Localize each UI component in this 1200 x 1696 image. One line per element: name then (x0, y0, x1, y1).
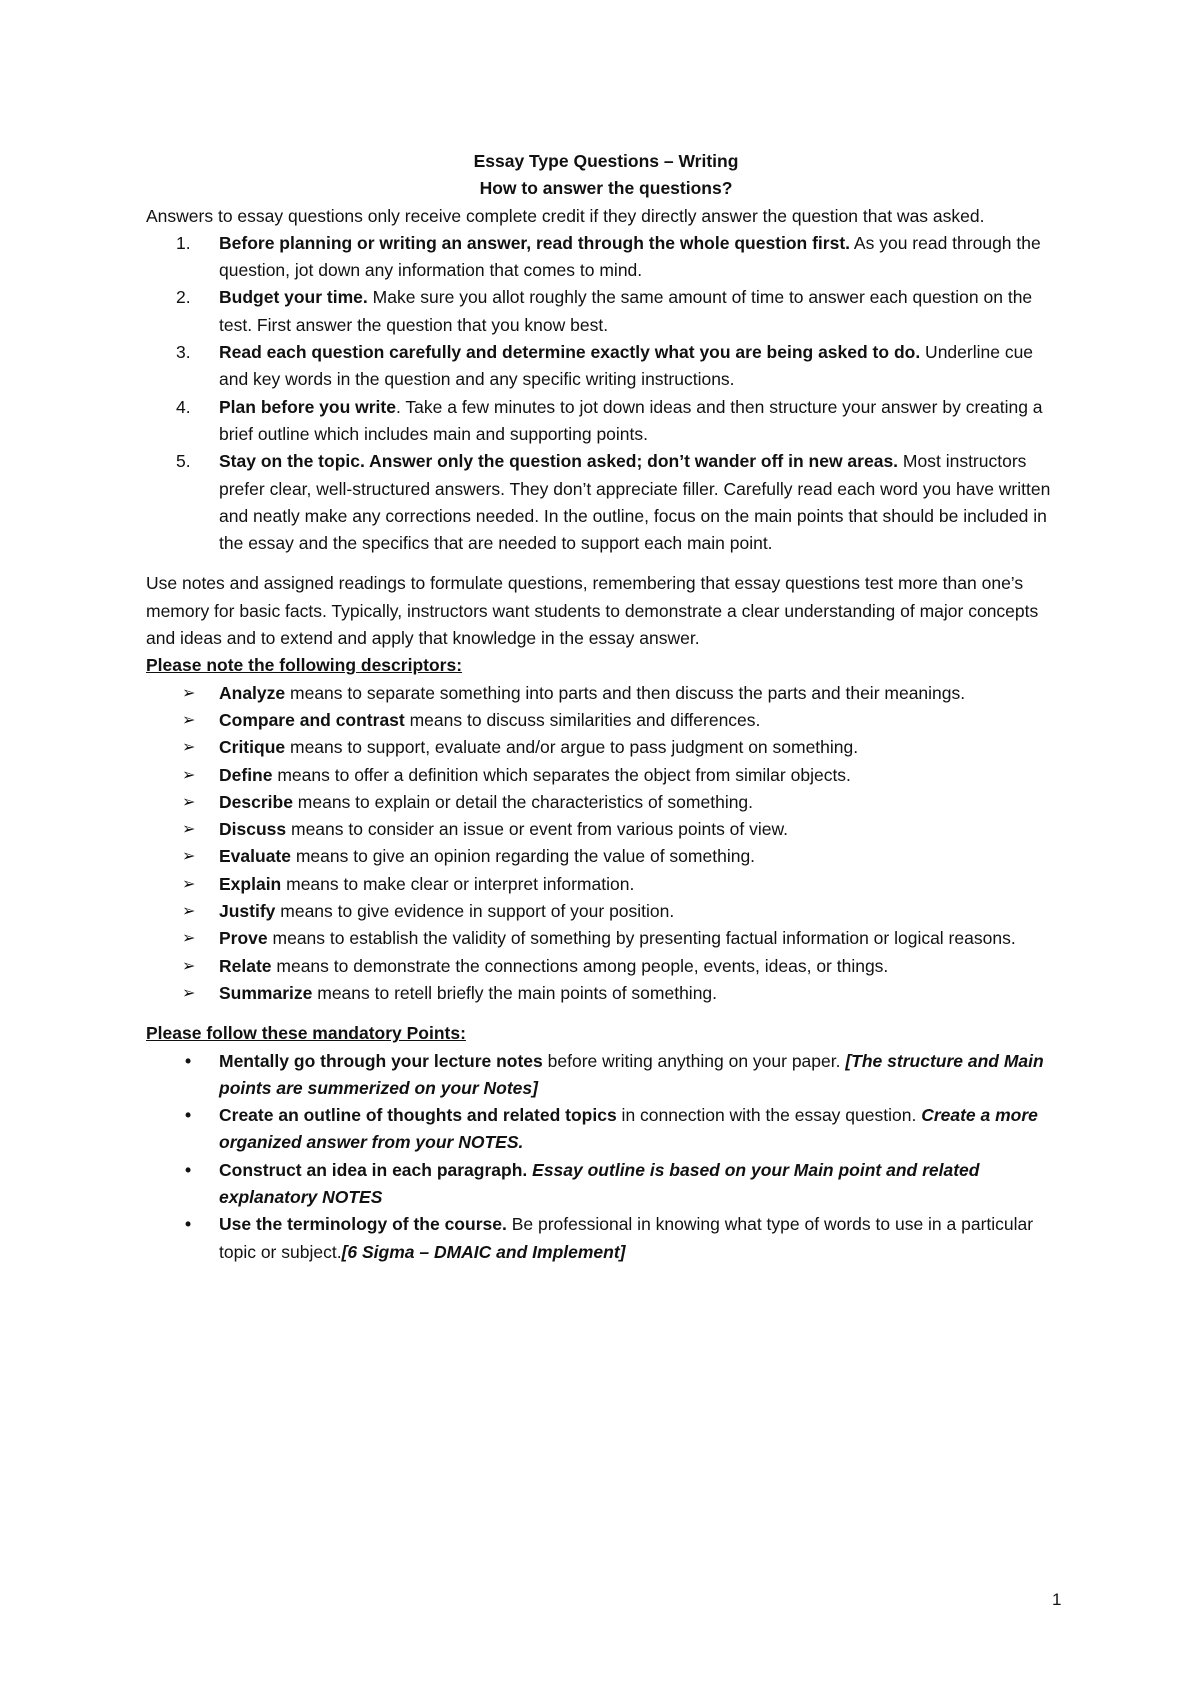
mandatory-note: Essay outline is based on your Main point and related explanatory NOTES (219, 1159, 980, 1207)
descriptor-item (146, 843, 1066, 870)
step-number: 4. (176, 396, 191, 417)
bullet-dot-icon: • (185, 1050, 192, 1071)
descriptor-text: means to establish the validity of something by presenting factual information or logical reasons. (267, 928, 1016, 949)
descriptor-term: Evaluate (219, 846, 291, 867)
bullet-dot-icon: • (185, 1159, 192, 1180)
step-number: 5. (176, 451, 191, 472)
descriptor-text: means to make clear or interpret information. (281, 873, 635, 894)
bullet-dot-icon: • (185, 1105, 192, 1126)
descriptor-text: means to retell briefly the main points of something. (312, 982, 718, 1003)
descriptor-item (146, 925, 1066, 952)
descriptor-item (146, 980, 1066, 1007)
step-item (146, 284, 1066, 339)
step-text: . Take a few minutes to jot down ideas and then structure your answer by creating a brief outline which includes main and supporting points. (219, 396, 1043, 444)
arrow-bullet-icon: ➢ (182, 684, 196, 702)
page-number: 1 (1052, 1590, 1062, 1609)
mandatory-note: [The structure and Main points are summerized on your Notes] (219, 1050, 1044, 1098)
arrow-bullet-icon: ➢ (182, 848, 196, 866)
step-number: 3. (176, 342, 191, 363)
descriptor-term: Define (219, 764, 273, 785)
step-lead: Plan before you write (219, 396, 396, 417)
mandatory-list (146, 1048, 1066, 1266)
mandatory-lead: Mentally go through your lecture notes (219, 1050, 543, 1071)
step-text: Make sure you allot roughly the same amount of time to answer each question on the test. First answer the question that you know best. (219, 287, 1033, 335)
page-content (146, 148, 1066, 1266)
descriptor-term: Discuss (219, 819, 287, 840)
descriptor-item (146, 871, 1066, 898)
arrow-bullet-icon: ➢ (182, 711, 196, 729)
descriptor-term: Describe (219, 791, 293, 812)
mandatory-text: in connection with the essay question. (616, 1105, 922, 1126)
descriptor-text: means to demonstrate the connections among people, events, ideas, or things. (271, 955, 889, 976)
descriptor-text: means to discuss similarities and differences. (404, 709, 761, 730)
mandatory-item (146, 1048, 1066, 1103)
descriptor-term: Compare and contrast (219, 709, 405, 730)
arrow-bullet-icon: ➢ (182, 793, 196, 811)
intro-paragraph: Answers to essay questions only receive complete credit if they directly answer the question that was asked. (146, 205, 985, 226)
mandatory-note: [6 Sigma – DMAIC and Implement] (341, 1241, 626, 1262)
descriptor-text: means to consider an issue or event from various points of view. (286, 819, 789, 840)
document-subtitle: How to answer the questions? (479, 178, 733, 199)
descriptor-term: Summarize (219, 982, 313, 1003)
descriptor-item (146, 680, 1066, 707)
arrow-bullet-icon: ➢ (182, 930, 196, 948)
descriptor-term: Critique (219, 737, 286, 758)
descriptor-item (146, 707, 1066, 734)
descriptor-text: means to offer a definition which separates the object from similar objects. (272, 764, 851, 785)
mandatory-text: before writing anything on your paper. (542, 1050, 846, 1071)
descriptor-text: means to give an opinion regarding the value of something. (290, 846, 756, 867)
step-number: 2. (176, 287, 191, 308)
descriptor-item (146, 789, 1066, 816)
descriptor-item (146, 762, 1066, 789)
step-number: 1. (176, 232, 191, 253)
step-text: Most instructors prefer clear, well-structured answers. They don’t appreciate filler. Carefully read each word you have written and neatly make any corrections needed. In the outline, focus on the main points that should be included in the essay and the specifics that are needed to support each main point. (219, 451, 1051, 554)
descriptor-item (146, 734, 1066, 761)
descriptor-text: means to support, evaluate and/or argue to pass judgment on something. (285, 737, 859, 758)
mandatory-text: Be professional in knowing what type of words to use in a particular topic or subject. (219, 1214, 1034, 1262)
bullet-dot-icon: • (185, 1214, 192, 1235)
mandatory-item (146, 1211, 1066, 1266)
descriptor-item (146, 816, 1066, 843)
descriptor-term: Prove (219, 928, 268, 949)
mandatory-lead: Construct an idea in each paragraph. (219, 1159, 528, 1180)
descriptor-item (146, 898, 1066, 925)
descriptor-text: means to explain or detail the characteristics of something. (292, 791, 754, 812)
descriptors-heading: Please note the following descriptors: (146, 655, 463, 676)
step-lead: Before planning or writing an answer, read through the whole question first. (219, 232, 851, 253)
arrow-bullet-icon: ➢ (182, 739, 196, 757)
steps-list (146, 230, 1066, 558)
descriptor-text: means to separate something into parts and then discuss the parts and their meanings. (285, 682, 966, 703)
descriptor-text: means to give evidence in support of your position. (275, 901, 675, 922)
descriptor-term: Analyze (219, 682, 286, 703)
step-item (146, 339, 1066, 394)
arrow-bullet-icon: ➢ (182, 766, 196, 784)
step-lead: Read each question carefully and determine exactly what you are being asked to do. (219, 342, 921, 363)
arrow-bullet-icon: ➢ (182, 903, 196, 921)
step-text: Underline cue and key words in the question and any specific writing instructions. (219, 342, 1034, 390)
mandatory-note: Create a more organized answer from your NOTES. (219, 1105, 1038, 1153)
spacer (146, 1007, 1066, 1020)
descriptor-term: Explain (219, 873, 282, 894)
step-item (146, 230, 1066, 285)
mandatory-heading: Please follow these mandatory Points: (146, 1023, 466, 1044)
notes-paragraph: Use notes and assigned readings to formulate questions, remembering that essay questions test more than one’s memory for basic facts. Typically, instructors want students to demonstrate a clear understanding of major concepts and ideas and to extend and apply that knowledge in the essay answer. (146, 573, 1039, 649)
mandatory-item (146, 1102, 1066, 1157)
descriptor-item (146, 953, 1066, 980)
arrow-bullet-icon: ➢ (182, 984, 196, 1002)
arrow-bullet-icon: ➢ (182, 821, 196, 839)
descriptor-term: Relate (219, 955, 272, 976)
mandatory-lead: Create an outline of thoughts and related topics (219, 1105, 617, 1126)
step-item (146, 394, 1066, 449)
step-item (146, 448, 1066, 557)
mandatory-lead: Use the terminology of the course. (219, 1214, 507, 1235)
step-text: As you read through the question, jot down any information that comes to mind. (219, 232, 1041, 281)
descriptors-list (146, 680, 1066, 1008)
arrow-bullet-icon: ➢ (182, 957, 196, 975)
step-lead: Stay on the topic. Answer only the question asked; don’t wander off in new areas. (219, 451, 899, 472)
document-title: Essay Type Questions – Writing (473, 151, 739, 171)
arrow-bullet-icon: ➢ (182, 875, 196, 893)
mandatory-item (146, 1157, 1066, 1212)
step-lead: Budget your time. (219, 287, 368, 308)
spacer (146, 557, 1066, 570)
descriptor-term: Justify (219, 901, 276, 922)
